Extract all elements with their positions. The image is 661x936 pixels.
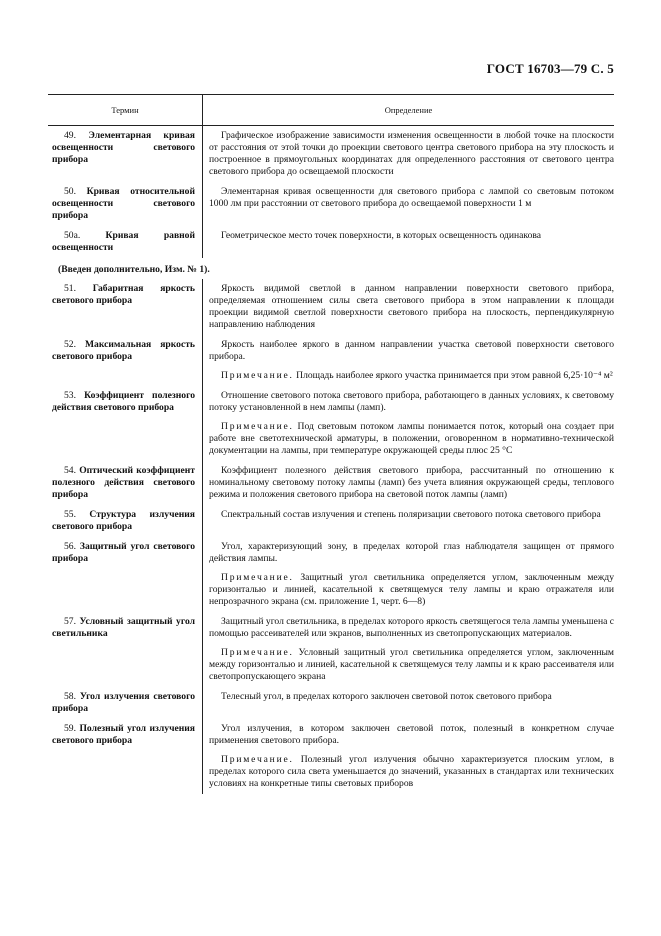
term-cell: 58. Угол излучения светового прибора [52,691,195,714]
term-cell: 53. Коэффициент полезного действия светового прибора [52,390,195,413]
term-cell: 55. Структура излучения светового прибора [52,509,195,532]
table-row [48,505,614,537]
term-cell: 57. Условный защитный угол светильника [52,616,196,639]
definition-cell: Защитный угол светильника, в пределах которого яркость светящегося тела лампы уменьшена с помощью рассеивателей или экранов, выполненных из светопропускающих материалов. Примечание. Условный защитный угол светильника определяется углом, заключенным между горизонталью и линией, касательной к светящемуся телу лампы и к краю рассеивателя или светопропускающего экрана [209,616,614,682]
table-row [48,612,614,687]
column-header-definition: Определение [202,95,614,125]
terms-table [48,94,614,794]
definition-cell: Яркость видимой светлой в данном направлении поверхности светового прибора, определяемая отношением силы света светового прибора в этом направлении к площади проекции видимой светлой поверхности светового прибора на плоскость, перпендикулярную направлению наблюдения [209,283,614,330]
table-row [48,687,614,719]
table-row [48,126,614,182]
table-row [48,279,614,335]
definition-cell: Отношение светового потока светового прибора, работающего в данных условиях, к световому потоку установленной в нем лампы (ламп). Примечание. Под световым потоком лампы понимается поток, который она создает при работе вне светотехнической арматуры, в положении, оговоренном в нормативно-технической документации на лампы, при температуре окружающей среды плюс 25 °С [209,390,614,456]
term-cell: 50. Кривая относительной освещенности светового прибора [52,186,195,221]
definition-cell: Угол излучения, в котором заключен световой поток, полезный в конкретном случае применения светового прибора. Примечание. Полезный угол излучения обычно характеризуется плоским углом, в пределах которого сила света уменьшается до значений, указанных в стандартах или технических условиях на конкретные типы световых приборов [209,723,614,789]
note: Примечание. Защитный угол светильника определяется углом, заключенным между горизонталью и линией, касательной к светящемуся телу лампы и краю отражателя или непрозрачного экрана (см. приложение 1, черт. 6—8) [209,572,614,607]
note: Примечание. Под световым потоком лампы понимается поток, который она создает при работе вне светотехнической арматуры, в положении, оговоренном в нормативно-технической документации на лампы, при температуре окружающей среды плюс 25 °С [209,421,614,456]
definition-cell: Яркость наиболее яркого в данном направлении участка световой поверхности светового прибора. Примечание. Площадь наиболее яркого участка принимается при этом равной 6,25·10⁻⁴ м² [209,339,614,381]
note: Примечание. Площадь наиболее яркого участка принимается при этом равной 6,25·10⁻⁴ м² [221,370,613,381]
term-cell: 59. Полезный угол излучения светового прибора [52,723,195,746]
note: Примечание. Условный защитный угол светильника определяется углом, заключенным между горизонталью и линией, касательной к светящемуся телу лампы и к краю рассеивателя или светопропускающего экрана [209,647,614,682]
table-row [48,182,614,226]
definition-cell: Угол, характеризующий зону, в пределах которой глаз наблюдателя защищен от прямого действия лампы. Примечание. Защитный угол светильника определяется углом, заключенным между горизонталью и линией, касательной к светящемуся телу лампы и краю отражателя или непрозрачного экрана (см. приложение 1, черт. 6—8) [209,541,614,607]
table-row [48,386,614,461]
term-cell: 50а. Кривая равной освещенности [52,230,195,253]
definition-cell: Геометрическое место точек поверхности, в которых освещенность одинакова [221,230,542,241]
term-cell: 54. Оптический коэффициент полезного действия светового прибора [52,465,195,500]
table-header-row [48,95,614,126]
table-row [48,226,614,258]
table-row [48,537,614,612]
table-row [48,335,614,386]
term-cell: 49. Элементарная кривая освещенности светового прибора [52,130,195,165]
column-divider [202,126,203,794]
term-cell: 52. Максимальная яркость светового прибора [52,339,195,362]
definition-cell: Спектральный состав излучения и степень поляризации светового потока светового прибора [221,509,601,520]
amendment-note: (Введен дополнительно, Изм. № 1). [48,258,614,279]
term-cell: 56. Защитный угол светового прибора [52,541,195,564]
note: Примечание. Полезный угол излучения обычно характеризуется плоским углом, в пределах которого сила света уменьшается до значений, указанных в стандартах или технических условиях на конкретные типы световых приборов [209,754,614,789]
column-header-term: Термин [111,105,139,115]
definition-cell: Телесный угол, в пределах которого заключен световой поток светового прибора [221,691,552,702]
definition-cell: Коэффициент полезного действия светового прибора, рассчитанный по отношению к номинальному световому потоку лампы (ламп) без учета влияния окружающей среды, теплового режима и положения светового прибора на световой поток лампы (ламп) [209,465,614,500]
term-cell: 51. Габаритная яркость светового прибора [52,283,195,306]
page-header: ГОСТ 16703—79 С. 5 [486,61,614,76]
definition-cell: Элементарная кривая освещенности для светового прибора с лампой со световым потоком 1000 лм при расстоянии от светового прибора до освещаемой поверхности 1 м [209,186,614,209]
table-row [48,461,614,505]
definition-cell: Графическое изображение зависимости изменения освещенности в любой точке на плоскости от расстояния от этой точки до проекции светового центра светового прибора на эту плоскость и построенное в прямоугольных координатах для определенного расстояния от светового центра светового прибора до освещаемой плоскости [209,130,614,177]
area-value: 6,25·10⁻⁴ м² [563,370,613,381]
table-body [48,126,614,794]
table-row [48,719,614,794]
